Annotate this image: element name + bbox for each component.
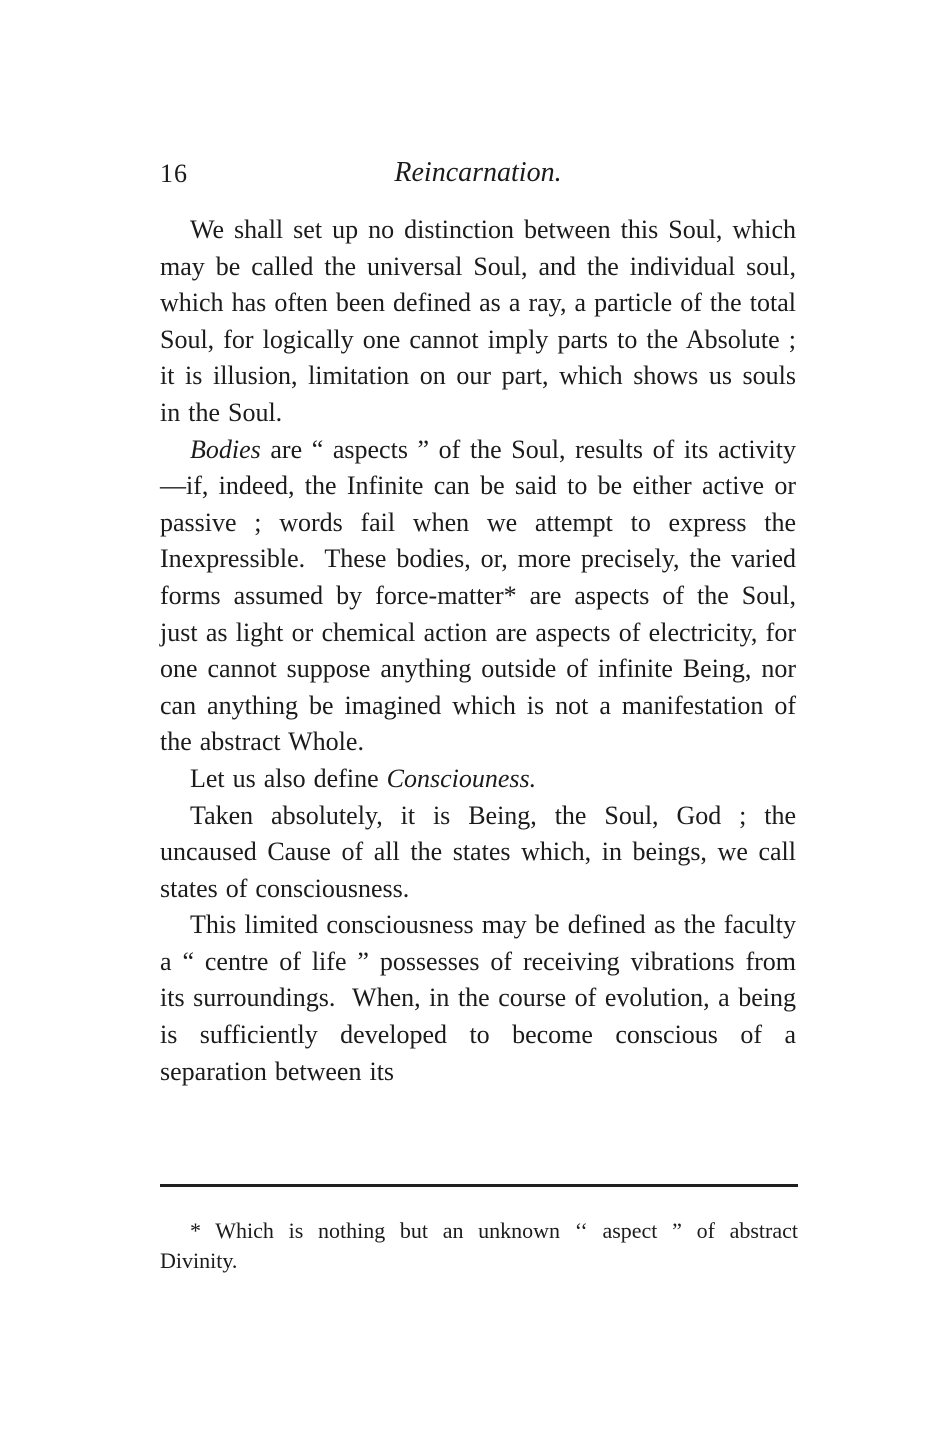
paragraph-2 — [160, 432, 796, 761]
paragraph-3 — [160, 761, 796, 798]
paragraph-5-text: This limited consciousness may be defined as the faculty a “ centre of life ” possesses of receiving vibrations from its surroundings. When, in the course of evolution, a being is sufficiently developed to become conscious of a separation between its — [160, 910, 796, 1086]
page-number: 16 — [160, 159, 188, 188]
footnote-text: * Which is nothing but an unknown ‘‘ aspect ” of abstract Divinity. — [160, 1218, 798, 1273]
paragraph-1 — [160, 212, 796, 432]
paragraph-1-text: We shall set up no distinction between this Soul, which may be called the universal Soul, and the individual soul, which has often been defined as a ray, a particle of the total Soul, for logically one cannot imply parts to the Absolute ; it is illusion, limitation on our part, which shows us souls in the Soul. — [160, 215, 796, 427]
paragraph-2-lead-italic: Bodies — [190, 434, 261, 464]
paragraph-3-italic: Consciouness. — [386, 763, 537, 793]
footnote-divider — [160, 1184, 798, 1187]
body-text — [160, 212, 796, 1090]
page-header — [160, 157, 796, 191]
paragraph-3-lead: Let us also define — [190, 763, 387, 793]
paragraph-4 — [160, 798, 796, 908]
paragraph-4-text: Taken absolutely, it is Being, the Soul, God ; the uncaused Cause of all the states which, in beings, we call states of consciousness. — [160, 800, 796, 903]
running-head: Reincarnation. — [394, 157, 562, 188]
paragraph-5 — [160, 907, 796, 1090]
paragraph-2-text: are “ aspects ” of the Soul, results of its activity—if, indeed, the Infinite can be said to be either active or passive ; words fail when we attempt to express the Inexpressible. These bodies, or, more precisely, the varied forms assumed by force-matter* are aspects of the Soul, just as light or chemical action are aspects of electricity, for one cannot suppose anything outside of infinite Being, nor can anything be imagined which is not a manifestation of the abstract Whole. — [160, 434, 796, 757]
